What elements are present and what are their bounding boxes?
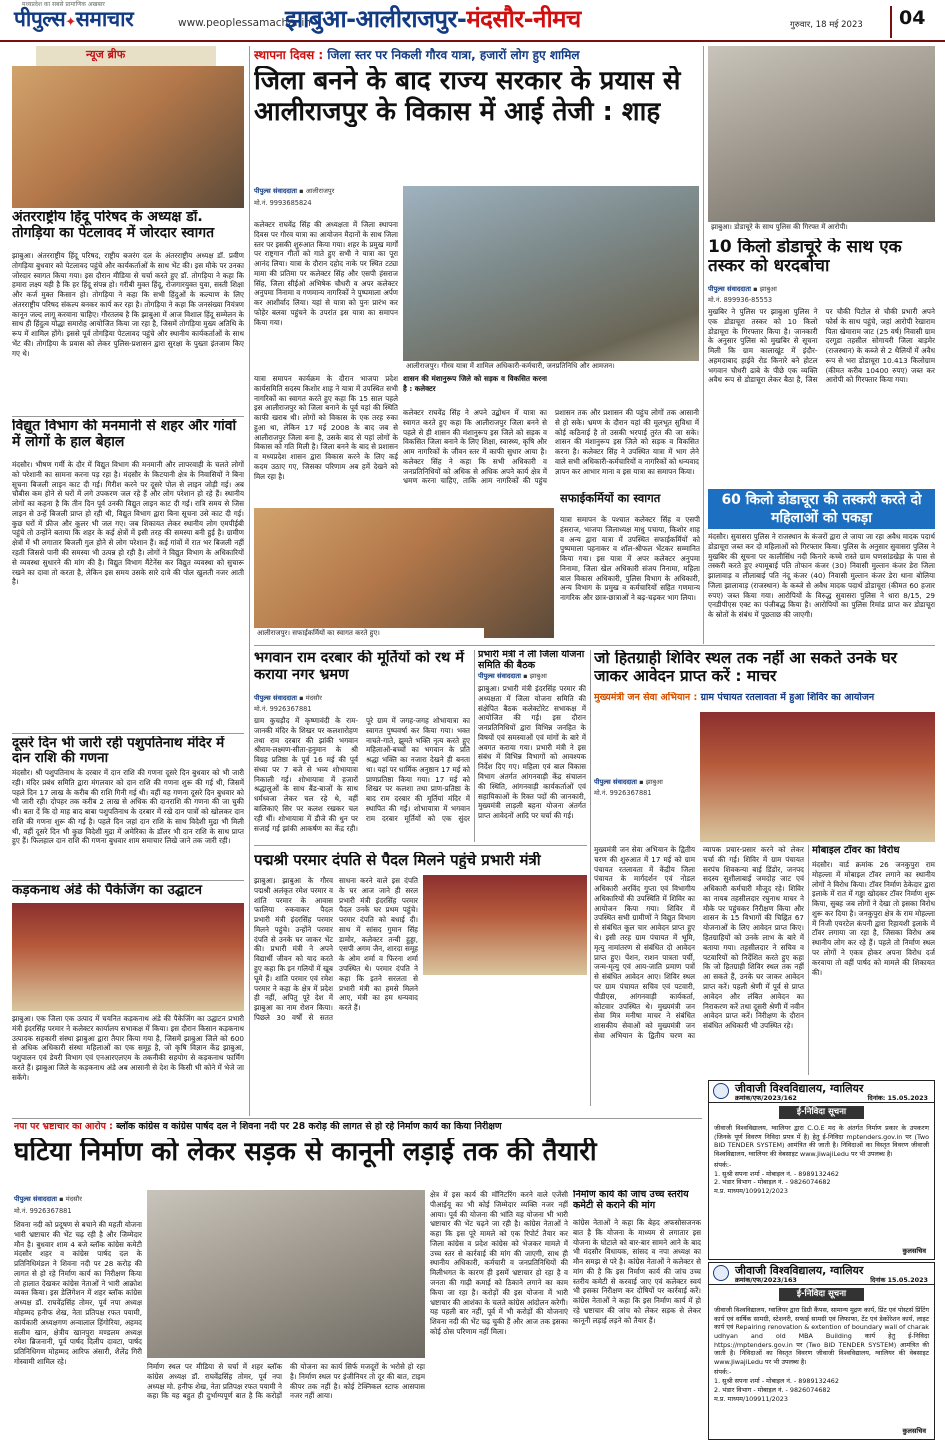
ad-ref-number: क्रमांक/एफ/2023/163: [735, 1276, 797, 1284]
brief-body-kadaknath: झाबुआ। एक जिला एक उत्पाद में चयनित कड़कनाथ अंडे की पैकेजिंग का उद्घाटन प्रभारी मंत्री इंदरसिंह परमार ने कलेक्टर कार्यालय सभाकक्ष में किया। इस दौरान किसान कड़कनाथ उत्पादक सहकारी संस्था झाबुआ द्वारा तैयार किया गया है, जिसमें झाबुआ जिले को 600 से अधिक अधिकारी संस्था महिलाओं का एक समूह है, जो कृषि विज्ञान केंद्र झाबुआ, पशुपालन एवं डेयरी विभाग एवं एनआरएलएम के तकनीकी सहयोग से कड़कनाथ फार्मिंग करते हैं। झाबुआ जिले के कड़कनाथ अंडे अब आसानी से देश के किसी भी कोने में भेजे जा सकेंगे।: [12, 1014, 244, 1082]
meeting-byline: पीपुल्स संवाददाता ▪ झाबुआ: [478, 672, 547, 680]
lead-byline: पीपुल्स संवाददाता ▪ आलीराजपुर: [254, 187, 335, 195]
safai-karmi-welcome-photo: [254, 508, 554, 638]
gaurav-yatra-photo: [403, 186, 699, 370]
ram-byline: पीपुल्स संवाददाता ▪ मंदसौर: [254, 694, 322, 702]
padmashri-photo: [423, 875, 587, 975]
brief-body-electricity: मंदसौर। भीषण गर्मी के दौर में विद्युत विभाग की मनमानी और लापरवाही के चलते लोगों को परेशानी का सामना करना पड़ रहा है। मंदसौर के किटयानी क्षेत्र के निवासियों ने बिना सूचना बिजली लाइन काट दी गई। गिरीश करने पर दूसरे पोल से लाइन जोड़ी गई। अब चौबीस कम होने से घरों में लगे उपकरण जल रहे हैं और लोग परेशान हो रहे हैं। स्थानीय लोगों का कहना है कि तीन दिन पूर्व उनकी विद्युत लाइन काट दी गई। रात्रि समय से जिस लाइन से उन्हें बिजली प्राप्त हो रही थी, विद्युत विभाग द्वारा बिना सूचना उसे काट दी गई। कुछ घरों में फ्रीज और कूलर भी जल गए। जब शिकायत लेकर स्थानीय लोग एमपीईबी पहुंचे तो उन्होंने बताया कि शहर के कई क्षेत्रों में इसी तरह की समस्या बनी हुई है। ग्रामीण क्षेत्रों में भी लगातार बिजली गुल होने से लोग परेशान हैं। कई गांवों में रात भर बिजली नहीं रहती जिससे पानी की समस्या भी उत्पन्न हो रही है। लोगों ने विद्युत विभाग के अधिकारियों से व्यवस्था सुधारने की मांग की है। विद्युत विभाग मैंटेनेंस कर विद्युत व्यवस्था को सुचारू रखने का दावा तो करता है, लेकिन इस समय उसके सारे दावे की पोल खुलती नजर आती है।: [12, 460, 244, 587]
women-smuggler-headline-box: 60 किलो डोडाचूरा की तस्करी करते दो महिलाओं को पकड़ा: [708, 489, 935, 529]
page-region-title: [285, 4, 581, 36]
column-divider: [703, 46, 704, 644]
police-arrest-photo: [708, 46, 935, 224]
lead-mobile: मो.नं. 9993685824: [254, 199, 312, 207]
ad-university-name: जीवाजी विश्वविद्यालय, ग्वालियर: [735, 1264, 864, 1277]
safai-headline: सफाईकर्मियों का स्वागत: [560, 492, 661, 505]
road-strip: [14, 1121, 700, 1133]
lead-body-1: कलेक्टर राघवेंद्र सिंह की अध्यक्षता में जिला स्थापना दिवस पर गौरव यात्रा का आयोजन मैदानों के साथ जिला स्तर पर इसकी शुरुआत किया गया। शहर के प्रमुख मार्गों पर राष्ट्रगान गीतों को गाते हुए सभी ने यात्रा का पूरा आनंद लिया। यात्रा के दौरान दहोद नाके पर स्थित टट्या मामा की प्रतिमा पर कलेक्टर सिंह और एसपी हंसराज सिंह, जिला सीईओ अभिषेक चौधरी व अपर कलेक्टर अनुपमा निनामा व गणमान्य नागरिकों ने पुष्पमाला अर्पण कर आशीर्वाद लिया। यहां से यात्रा को पुनः प्रारंभ कर फोहेर बलवा पहुंचने के उपरांत इस यात्रा का समापन किया गया।: [254, 220, 398, 327]
divider: [254, 645, 935, 646]
ram-mobile: मो.नं. 9926367881: [254, 705, 312, 713]
road-headline: घटिया निर्माण को लेकर सड़क से कानूनी लड़ाई तक की तैयारी: [14, 1138, 597, 1167]
ad-university-name: जीवाजी विश्वविद्यालय, ग्वालियर: [735, 1082, 864, 1095]
lead-headline: जिला बनने के बाद राज्य सरकार के प्रयास से आलीराजपुर के विकास में आई तेजी : शाह: [254, 66, 681, 127]
safai-body: यात्रा समापन के पश्चात कलेक्टर सिंह व एसपी हंसराज, भाजपा जिलाध्यक्ष माधु पचाया, किशोर शाह व अन्य द्वारा यात्रा में उपस्थित सफाईकर्मियों को पुष्पमाला पहनाकर व शॉल-श्रीफल भेंटकर सम्मानित किया गया। इस यात्रा में अपर कलेक्टर अनुपमा निनामा, जिला खेल अधिकारी संजय निनामा, महिला बाल विकास अधिकारी, पुलिस विभाग के अधिकारी, अन्य विभाग के प्रमुख व कर्मचारियों सहित गणमान्य नागरिक और छात्र-छात्राओं ने बढ़-चढ़कर भाग लिया।: [560, 515, 700, 603]
padmashri-headline: पद्मश्री परमार दंपति से पैदल मिलने पहुंचे प्रभारी मंत्री: [254, 852, 541, 869]
divider: [12, 880, 244, 881]
road-strip-label: नपा पर भ्रष्टाचार का आरोप :: [14, 1121, 113, 1132]
ad-date: दिनांक 15.05.2023: [870, 1276, 928, 1284]
column-divider: [474, 650, 475, 842]
road-inspection-photo: [147, 1190, 425, 1358]
byline-place: झाबुआ: [645, 778, 663, 786]
university-seal-icon: [713, 1083, 729, 1099]
newspaper-logo[interactable]: [14, 6, 133, 34]
ad-body: जीवाजी विश्वविद्यालय, ग्वालियर द्वारा डिग्री कैंपस, सामान्य मुद्रण कार्य, प्रिंट एवं पोस्टर्स प्रिंटिंग कार्य एवं वार्षिक सामग्री, स्टेशनरी, सफाई सामग्री एवं लिफाफा, टेंट एवं डेकोरेशन कार्य, लाइट कार्य एवं Repairing renovation & extention of boundary wall of charak udhyan and old MBA Building कार्य हेतु ई-निविदा https://mptenders.gov.in पर (Two BID TENDER SYSTEM) आमंत्रित की जाती है। निविदाओं का विस्तृत विवरण जीवाजी विश्वविद्यालय, ग्वालियर की वेबसाइट www.JiwajiLedu पर भी उपलब्ध है।: [714, 1306, 929, 1366]
planning-meeting-body: झाबुआ। प्रभारी मंत्री इंदरसिंह परमार की अध्यक्षता में जिला योजना समिति की संक्षेपित बैठक कलेक्टोरेट सभाकक्ष में आयोजित की गई। इस दौरान जनप्रतिनिधियों द्वारा विभिन्न जनहित के विषयों एवं समस्याओं एवं मांगों के बारे में अवगत कराया गया। प्रभारी मंत्री ने इस संबंध में विभिन्न विभागों को आवश्यक निर्देश दिए गए। महिला एवं बाल विकास विभाग अंतर्गत आंगनवाड़ी केंद्र संचालन की स्थिति, आंगनवाड़ी कार्यकर्ताओं एवं सहायिकाओं के रिक्त पदों की जानकारी, मुख्यमंत्री लाड़ली बहना योजना अंतर्गत प्राप्त आवेदनों आदि पर चर्चा की गई।: [478, 684, 586, 821]
page-number: 04: [890, 6, 945, 38]
masthead: [0, 0, 945, 42]
ad-signatory: कुलसचिव: [902, 1247, 926, 1256]
shivir-kicker: [594, 692, 935, 705]
byline-source: पीपुल्स संवाददाता: [14, 1195, 58, 1203]
doda-mobile: मो.नं. 899936-85553: [708, 296, 773, 304]
ad-ref-bottom: म.प्र. माध्यम/109911/2023: [714, 1395, 788, 1404]
divider: [12, 733, 244, 734]
women-smuggler-body: मंदसौर। सुवासरा पुलिस ने राजस्थान के कंजरों द्वारा ले जाया जा रहा अवैध मादक पदार्थ डोडाचूरा जब्त कर दो महिलाओं को गिरफ्तार किया। पुलिस के अनुसार सुवासरा पुलिस ने मुखबिर की सूचना पर कालीसिंध नदी किनारे कच्चे रास्ते ग्राम घणसांडखेड़ा के पास से तस्करी करते हुए श्यामूबाई पति तोफान कंजर (30) निवासी मुल्तान कंजर डेरा जिला झालावाड़ व लीलाबाई पति नंदू कंजर (40) निवासी मुल्तान कंजर डेरा थाना बोलिया जिला झालावाड़ (राजस्थान) के कब्जे से अवैध मादक पदार्थ डोडाचूरा (कीमत 60 हजार रुपए) जब्त किया गया। आरोपियों के विरुद्ध सुवासरा पुलिस ने धारा 8/15, 29 एनडीपीएस एक्ट का पंजीबद्ध किया है। आरोपियों का पुलिस रिमांड प्राप्त कर डोडाचूरा के स्रोतों के संबंध में पूछताछ की जाएगी।: [708, 532, 935, 620]
region-title-blue: झाबुआ-आलीराजपुर-: [285, 5, 467, 33]
brief-headline-kadaknath: कड़कनाथ अंडे की पैकेजिंग का उद्घाटन: [12, 883, 203, 898]
byline-place: मंदसौर: [65, 1195, 82, 1203]
region-title-red: मंदसौर-नीमच: [466, 5, 581, 33]
ram-darbar-body: ग्राम कुचड़ौद में कृष्णावंदी के राम-जानकी मंदिर के शिखर पर कलशारोहण तथा राम दरबार की झांकी भगवान श्रीराम-लक्ष्मण-सीता-हनुमान के श्री विग्रह प्रतिष्ठा के पूर्व 16 मई की पूर्व संध्या पर 7 बजे से भव्य शोभायात्रा निकाली गई। शोभायात्रा में हजारों श्रद्धालुओं के साथ बैंड-बाजों के साथ धर्मध्वजा लेकर चल रहे थे, वहीं बालिकाएं सिर पर कलश रखकर चल रही थीं। शोभायात्रा में डीजे की धुन पर सजाई गई झांकी आकर्षण का केंद्र रही। पूरे ग्राम में जगह-जगह शोभायात्रा का स्वागत पुष्पवर्षा कर किया गया। भक्त नाचते-गाते, झूमते भक्ति नृत्य करते हुए महिलाओं-बच्चों का भगवान के प्रति श्रद्धा भक्ति का नजारा देखने ही बनता था। यहां पर धार्मिक अनुष्ठान 17 मई को प्राणप्रतिष्ठा किया गया। 17 मई को शिखर पर कलशा तथा प्राण-प्रतिष्ठा के बाद राम दरबार की मूर्तियां मंदिर में स्थापित की गईं। शोभायात्रा में भगवान राम दरबार मूर्तियों को एक सुंदर: [254, 716, 470, 833]
ad-contact-head: संपर्क:-: [714, 1160, 732, 1169]
road-body-2: क्षेत्र में इस कार्य की मॉनिटरिंग करने वाले एजेंसी पीआईयू का भी कोई जिम्मेदार व्यक्ति नजर नहीं आया। पूर्व की योजना की भांति यह योजना भी भारी भ्रष्टाचार की भेंट चढ़ने जा रही है। कांग्रेस नेताओं ने कहा कि इस पूरे मामले को एक रिपोर्ट तैयार कर जिला कांग्रेस व प्रदेश कांग्रेस को भेजकर मामले में उच्च स्तर से कार्रवाई की मांग की जाएगी, साथ ही स्थानीय अधिकारी, कर्मचारी व जनप्रतिनिधियों की मिलीभगत के कारण ही इसमें भ्रष्टाचार हो रहा है व जनता की गाढ़ी कमाई को ठिकाने लगाने का काम किया जा रहा है। करोड़ों की इस योजना में भारी भ्रष्टाचार की आशंका के चलते कांग्रेस आंदोलन करेगी। यह पहली बार नहीं, पूर्व में भी करोड़ों की योजनाएं शिवना नदी की भेंट चढ़ चुकी हैं और आज तक इसका कोई ठोस परिणाम नहीं मिला।: [430, 1190, 568, 1336]
planning-meeting-headline: प्रभारी मंत्री ने ली जिला योजना समिति की बैठक: [478, 650, 585, 671]
lead-body-3: कलेक्टर राघवेंद्र सिंह ने अपने उद्बोधन में यात्रा का स्वागत करते हुए कहा कि आलीराजपुर जिला बनने से पहले से ही शासन की मंशानुरूप इस जिले को सड़क व विकसित जिला बनाने के लिए शिक्षा, स्वास्थ्य, कृषि और आम नागरिकों के जीवन स्तर में काफी सुधार आया है। कलेक्टर सिंह ने कहा कि सभी अधिकारी व जनप्रतिनिधियों को अधिक से अधिक अपने कार्य क्षेत्र में भ्रमण करना चाहिए, ताकि आम नागरिकों की पहुंच प्रशासन तक और प्रशासन की पहुंच लोगों तक आसानी से हो सके। भ्रमण के दौरान यहां की मूलभूत सुविधा में कोई कठिनाई है तो उसकी भरपाई तुरंत की जा सके। शासन की मंशानुरूप इस जिले को सड़क व विकसित करना है। कलेक्टर सिंह ने उपस्थित यात्रा में भाग लेने वाले सभी अधिकारी-कर्मचारियों व नागरिकों को धन्यवाद ज्ञापन कर आभार माना व इस यात्रा का समापन किया।: [403, 408, 699, 486]
byline-source: पीपुल्स संवाददाता: [708, 285, 752, 293]
lead-strip-text: जिला स्तर पर निकली गौरव यात्रा, हजारों लोग हुए शामिल: [327, 48, 580, 62]
tender-notice-ad-2[interactable]: [708, 1262, 935, 1440]
university-seal-icon: [713, 1265, 729, 1281]
doda-arrest-headline: 10 किलो डोडाचूरे के साथ एक तस्कर को धरदबोचा: [708, 238, 902, 277]
road-mobile: मो.नं. 9926367881: [14, 1207, 72, 1215]
issue-date: गुरुवार, 18 मई 2023: [790, 20, 863, 30]
ad-signatory: कुलसचिव: [902, 1427, 926, 1436]
logo-text-2: समाचार: [75, 7, 134, 31]
brief-body-togadia: झाबुआ। अंतरराष्ट्रीय हिंदू परिषद, राष्ट्रीय बजरंग दल के अंतरराष्ट्रीय अध्यक्ष डॉ. प्रवीण तोगड़िया बुधवार को पेटलावद पहुंचे और कार्यकर्ताओं के साथ भेंट की। इस मौके पर उनका जोरदार स्वागत किया गया। इस दौरान मीडिया से चर्चा करते हुए डॉ. तोगड़िया ने कहा कि हमारा लक्ष्य यही है कि हर हिंदू संपन्न हो। गरीबी मुक्त हिंदू, रोजगारयुक्त युवा, सस्ती शिक्षा और कर्ज मुक्त किसान हो। तोगड़िया ने कहा कि सभी हिंदुओं के कल्याण के लिए अंतरराष्ट्रीय परिषद संकल्प बनकर कार्य कर रहा है। तोगड़िया ने कहा कि जनसंख्या नियंत्रण कानून जल्द लागू करवाना चाहिए। गौरतलब है कि झाबुआ में आज विशाल हिंदू सम्मेलन के साथ ही हिंदुत्व योद्धा समारोह आयोजित किया जा रहा है, जिसमें तोगड़िया मुख्य अतिथि के रूप में शामिल होंगे। इससे पूर्व तोगड़िया पेटलावद पहुंचे और स्थानीय कार्यकर्ताओं के साथ भेंट की। तोगड़िया के प्रवास को लेकर पुलिस-प्रशासन द्वारा सुरक्षा के पुख्ता इंतजाम किए गए थे।: [12, 251, 244, 358]
divider: [12, 416, 244, 417]
ad-title: ई-निविदा सूचना: [779, 1106, 864, 1119]
star-icon: ✦: [65, 15, 76, 30]
ad-contact-2: 2. भंडार विभाग - मोबाइल नं. - 9826074682: [714, 1178, 831, 1187]
togadia-welcome-photo: [12, 66, 244, 208]
ad-header: [709, 1081, 934, 1103]
shivir-kicker-label: मुख्यमंत्री जन सेवा अभियान :: [594, 692, 698, 703]
road-body-1: शिवना नदी को प्रदूषण से बचाने की महती योजना भारी भ्रष्टाचार की भेंट चढ़ रही है और जिम्मेदार मौन है। बुधवार शाम 4 बजे ब्लॉक कांग्रेस कमेटी मंदसौर शहर व कांग्रेस पार्षद दल के प्रतिनिधिमंडल ने शिवना नदी पर 28 करोड़ की लागत से हो रहे निर्माण कार्य का निरीक्षण किया तो हालात देखकर कांग्रेस नेताओं ने भारी आक्रोश व्यक्त किया। इस डेलिगेशन में शहर ब्लॉक कांग्रेस अध्यक्ष डॉ. राघवेंद्रसिंह तोमर, पूर्व नपा अध्यक्ष मोहम्मद हनीफ शेख, नेता प्रतिपक्ष रफत पयामी, कार्यकारी अध्यक्षगण अन्वालाल हिंगोरिया, अहमद सलीम खान, क्षेत्रीय खानपुरा मण्डलम अध्यक्ष रमेश ब्रिजनानी, पूर्व पार्षद दिलीप दावटा, पार्षद प्रतिनिधिगण मोहम्मद आरिफ अंसारी, शैलेंद्र गिरी गोस्वामी शामिल रहे।: [14, 1220, 142, 1366]
ad-contact-1: 1. सुश्री सपना शर्मा - मोबाइल नं. - 8989132462: [714, 1377, 839, 1386]
road-strip-text: ब्लॉक कांग्रेस व कांग्रेस पार्षद दल ने शिवना नदी पर 28 करोड़ की लागत से हो रहे निर्माण कार्य का किया निरीक्षण: [116, 1121, 502, 1132]
byline-place: झाबुआ: [529, 672, 547, 680]
byline-source: पीपुल्स संवाददाता: [478, 672, 522, 680]
ad-ref-number: क्रमांक/एफ/2023/162: [735, 1094, 797, 1102]
tower-protest-headline: मोबाइल टॉवर का विरोध: [812, 845, 900, 856]
ad-title: ई-निविदा सूचना: [779, 1288, 864, 1301]
shivir-headline: जो हितग्राही शिविर स्थल तक नहीं आ सकते उनके घर जाकर आवेदन प्राप्त करें : माचर: [594, 650, 897, 685]
brief-body-pashupatinath: मंदसौर। श्री पशुपतिनाथ के दरबार में दान राशि की गणना दूसरे दिन बुधवार को भी जारी रही। मंदिर प्रबंध समिति द्वारा मंगलवार को दान राशि की गणना शुरू की गई थी, जिसमें पहले दिन 17 लाख के करीब की राशि गिनी गई थी। वहीं यह गणना दूसरे दिन बुधवार को भी जारी रही। दोपहर तक करीब 2 लाख से अधिक की दानराशि की गणना की जा चुकी थी। बता दें कि दो माह बाद बाबा पशुपतिनाथ के दरबार में रखे दान पात्रों को खोलकर दान राशि की गणना शुरू की गई है। पहले दिन जहां दान राशि के साथ विदेशी मुद्रा भी मिली थी, वहीं दूसरे दिन भी कुछ विदेशी मुद्रा में अमेरिका के डॉलर भी दान राशि के साथ प्राप्त हुए हैं। फिलहाल दान राशि की गणना बुधवार शाम समाचार लिखे जाने तक जारी रही।: [12, 768, 244, 846]
tower-protest-body: मंदसौर। वार्ड क्रमांक 26 जनकुपुरा राम मोहल्ला में मोबाइल टॉवर लगाने का स्थानीय लोगों ने विरोध किया। टॉवर निर्माण ठेकेदार द्वारा इलाके में रात में गड्ढा खोदकर टॉवर निर्माण शुरू किया, सुबह जब लोगों ने देखा तो इसका विरोध शुरू कर दिया है। जनकुपुरा क्षेत्र के राम मोहल्ला में निजी एयरटेल कंपनी द्वारा रिहायशी इलाके में टॉवर लगाया जा रहा है, जिसका विरोध अब स्थानीय लोग कर रहे हैं। पहले तो निर्माण स्थल पर लोगों ने एकत्र होकर अपना विरोध दर्ज करवाया तो वहीं पार्षद को मामले की शिकायत की।: [812, 860, 935, 977]
safai-karmi-caption: आलीराजपुर। सफाईकर्मियों का स्वागत करते हुए।: [254, 628, 484, 639]
road-subbody: कांग्रेस नेताओं ने कहा कि बेहद अफसोसजनक बात है कि योजना के माध्यम से लगातार इस योजना के घोटाले को बार-बार सामने आने के बाद भी मंदसौर विधायक, सांसद व नपा अध्यक्ष का मौन समझ से परे है। कांग्रेस नेताओं ने कलेक्टर से मांग की है कि इस निर्माण कार्य की जांच उच्च स्तरीय कमेटी से करवाई जाए एवं कलेक्टर स्वयं भी इसका निरीक्षण कर दोषियों पर कार्रवाई करें। कांग्रेस नेताओं ने कहा कि इस निर्माण कार्य में हो रहे भ्रष्टाचार की जांच को लेकर सड़क से लेकर कानूनी लड़ाई लड़ने को तैयार हैं।: [573, 1218, 701, 1325]
masthead-tagline: मध्यप्रदेश का सबसे प्रामाणिक अखबार: [22, 1, 105, 8]
lead-body-2: यात्रा समापन कार्यक्रम के दौरान भाजपा प्रदेश कार्यसमिति सदस्य किशोर शाह ने यात्रा में उपस्थित सभी नागरिकों का स्वागत करते हुए कहा कि 15 साल पहले इस आलीराजपुर को जिला बनाने के पूर्व यहां की स्थिति काफी खराब थी। लोगों को विकास के एक तरह रुका हुआ था, लेकिन 17 मई 2008 के बाद जब से आलीराजपुर जिला बना है, उसके बाद से यहां लोगों के विकास को गति मिली है। जिला बनने के बाद से प्रशासन व मध्यप्रदेश शासन द्वारा विकास करने के लिए कई कदम उठाए गए, जिसका परिणाम अब हमें देखने को मिल रहा है।: [254, 374, 398, 481]
lead-strip: [254, 48, 694, 64]
padmashri-body: झाबुआ। झाबुआ के गौरव पद्मश्री अलंकृत रमेश परमार व शांति परमार के आवास फालिया रुकवाकर पैदल प्रभारी मंत्री इंदरसिंह परमार मिलने पहुंचे। उन्होंने परमार दंपति से उनके घर जाकर भेंट की। प्रभारी मंत्री ने अपने विद्यार्थी जीवन को याद करते हुए कहा कि इन गलियों में खूब घूमे हैं। शांति परमार एवं रमेश परमार ने कहा के क्षेत्र में प्रदेश ही नहीं, अपितु पूरे देश में झाबुआ का नाम रोशन किया। पिछले 30 वर्षों से सतत साधना करने वाले इस दंपति के घर आज जाने ही सरल प्रभारी मंत्री इंदरसिंह परमार पैदल उनके घर प्रथम पहुंचे। परमार दंपति को बधाई दी। साथ में सांसद गुमान सिंह डामोर, कलेक्टर तन्वी हुड्डा, एसपी अगम जैन, शारदा समूह के ओम शर्मा व फिरना शर्मा उपस्थित थे। परमार दंपति ने कहा कि इतने सरलता से प्रभारी मंत्री का हमसे मिलने आए, मंत्री का हम धन्यवाद करते हैं।: [254, 876, 418, 1022]
ad-contact-1: 1. सुश्री सपना शर्मा - मोबाइल नं. - 8989132462: [714, 1169, 839, 1178]
road-caption: निर्माण स्थल पर मीडिया से चर्चा में शहर ब्लॉक कांग्रेस अध्यक्ष डॉ. राघवेंद्रसिंह तोमर, पूर्व नपा अध्यक्ष मो. हनीफ शेख, नेता प्रतिपक्ष रफत पयामी ने कहा कि यह बहुत ही दुर्भाग्यपूर्ण बात है कि करोड़ों की योजना का कार्य सिर्फ मजदूरों के भरोसे हो रहा है। निर्माण स्थल पर इंजीनियर तो दूर की बात, टाइम कीपर तक नहीं है। कोई टेक्निकल स्टाफ आसपास नजर नहीं आया।: [147, 1362, 425, 1401]
shivir-body-intro: [594, 802, 694, 842]
shivir-byline: पीपुल्स संवाददाता ▪ झाबुआ: [594, 778, 663, 786]
ad-contact-2: 2. भंडार विभाग - मोबाइल नं. - 9826074682: [714, 1386, 831, 1395]
brief-headline-pashupatinath: दूसरे दिन भी जारी रही पशुपतिनाथ मंदिर में दान राशि की गणना: [12, 736, 225, 767]
shivir-kicker-text: ग्राम पंचायत रतलावता में हुआ शिविर का आयोजन: [700, 692, 875, 703]
brief-headline-togadia: अंतरराष्ट्रीय हिंदू परिषद के अध्यक्ष डॉ. तोगड़िया का पेटलावद में जोरदार स्वागत: [12, 210, 215, 241]
doda-body: मुखबिर ने पुलिस पर झाबुआ पुलिस ने एक डोडाचूरा तस्कर को 10 किलो डोडाचूरा के गिरफ्तार किया है। जानकारी के अनुसार पुलिस को मुखबिर से सूचना मिली कि ग्राम कालाखूंट में इंदौर-अहमदाबाद हाईवे रोड किनारे बने होटल भगवान चौधरी ढाबे के पीछे एक व्यक्ति अवैध रूप से डोडाचूरा लेकर बैठा है, जिस पर चौकी पिटोल से चौकी प्रभारी अपने फोर्स के साथ पहुंचे, जहां आरोपी रेखाराम पिता खेमाराम जाट (25 वर्ष) निवासी ग्राम दरगूडा तहसील सोगायरी जिला बाड़मेर (राजस्थान) के कब्जे से 2 थैलियों में अवैध रूप से भरा डोडाचूरा 10.413 किलोग्राम (कीमत करीब 10400 रुपए) जब्त कर आरोपी को गिरफ्तार किया गया।: [708, 307, 935, 385]
road-byline: पीपुल्स संवाददाता ▪ मंदसौर: [14, 1195, 82, 1203]
lead-strip-label: स्थापना दिवस :: [254, 48, 324, 62]
byline-source: पीपुल्स संवाददाता: [254, 694, 298, 702]
ram-darbar-headline: भगवान राम दरबार की मूर्तियों को रथ में कराया नगर भ्रमण: [254, 650, 465, 683]
column-divider: [590, 650, 591, 1106]
shivir-photo: [700, 712, 935, 842]
road-subhead: निर्माण कार्य की जांच उच्च स्तरीय कमेटी से कराने की मांग: [573, 1190, 689, 1211]
ad-date: दिनांक: 15.05.2023: [867, 1094, 928, 1102]
byline-source: पीपुल्स संवाददाता: [254, 187, 298, 195]
byline-place: मंदसौर: [305, 694, 322, 702]
ad-contact: [709, 1161, 934, 1197]
brief-headline-electricity: विद्युत विभाग की मनमानी से शहर और गांवों में लोगों के हाल बेहाल: [12, 419, 237, 450]
gaurav-yatra-caption: आलीराजपुर। गौरव यात्रा में शामिल अधिकारी-कर्मचारी, जनप्रतिनिधि और आमजन।: [403, 361, 699, 372]
logo-text-1: पीपुल्स: [14, 7, 66, 31]
shivir-body: मुख्यमंत्री जन सेवा अभियान के द्वितीय चरण की शुरुआत में 17 मई को ग्राम पंचायत रतलावता में केंद्रीय जिला पंचायत के मार्गदर्शन एवं नोडल अधिकारी अरविंद गुप्ता एवं विभागीय अधिकारियों की उपस्थिति में शिविर का आयोजन किया गया। शिविर में उपस्थित सभी ग्रामीणों ने विद्युत विभाग से संबंधित कूल चार आवेदन प्राप्त हुए थे। इसी तरह ग्राम पंचायत में भूमि, मृत्यु नामांतरण से संबंधित दो आवेदन प्राप्त हुए। पेंशन, राशन पात्रता पर्ची, जन्म-मृत्यु एवं आय-जाति प्रमाण पत्रों से संबंधित आवेदन आए। शिविर स्थल पर ग्राम पंचायत सचिव एवं पटवारी, पीडीएस, आंगनवाड़ी कार्यकर्ता, कोटवार उपस्थित थे। मुख्यमंत्री जन सेवा मित्र मनीषा माचर ने संबंधित शासकीय सेवाओं को मुख्यमंत्री जन सेवा अभियान के द्वितीय चरण का व्यापक प्रचार-प्रसार करने को लेकर चर्चा की गई। शिविर में ग्राम पंचायत सरपंच शिवकन्या बाई डिंडोर, जनपद सदस्य सुशीलाबाई जमदोह जाट एवं अधिकारी कर्मचारी मौजूद रहे। शिविर का नायब तहसीलदार रघुनाथ माचर ने मौके पर पहुंचकर निरीक्षण किया और शासन के 15 विभागों की चिह्नित 67 योजनाओं के लिए आवेदन प्राप्त किए। हितग्राहियों को उनके लाभ के बारे में बताया गया। तहसीलदार ने सचिव व पटवारियों को निर्देशित करते हुए कहा कि जो हितग्राही शिविर स्थल तक नहीं आ सकते हैं, उनके घर जाकर आवेदन प्राप्त करें। पहली श्रेणी में पूर्व से प्राप्त आवेदन और लंबित आवेदन का निराकरण करें तथा दूसरी श्रेणी में नवीन आवेदन प्राप्त करें। निरीक्षण के दौरान संबंधित अधिकारी भी उपस्थित रहे।: [594, 845, 804, 1040]
divider: [254, 845, 587, 846]
shivir-mobile: मो.नं. 9926367881: [594, 789, 652, 797]
ad-header: [709, 1263, 934, 1285]
news-brief-tag: न्यूज ब्रीफ: [36, 46, 216, 66]
byline-place: झाबुआ: [759, 285, 777, 293]
police-arrest-caption: झाबुआ। डोडाचूरे के साथ पुलिस की गिरफ्त में आरोपी।: [708, 222, 935, 233]
ad-ref-bottom: म.प्र. माध्यम/109912/2023: [714, 1187, 788, 1196]
byline-place: आलीराजपुर: [305, 187, 335, 195]
doda-byline: पीपुल्स संवाददाता ▪ झाबुआ: [708, 285, 777, 293]
divider: [12, 1118, 702, 1119]
ad-contact-head: संपर्क:-: [714, 1368, 732, 1377]
column-divider: [808, 845, 809, 1075]
lead-subhead-collector: शासन की मंशानुरूप जिले को सड़क व विकसित करना है : कलेक्टर: [403, 374, 547, 393]
kadaknath-launch-photo: [12, 903, 244, 1011]
ad-contact: [709, 1368, 934, 1404]
byline-source: पीपुल्स संवाददाता: [594, 778, 638, 786]
column-divider: [249, 46, 250, 1116]
ad-body: जीवाजी विश्वविद्यालय, ग्वालियर द्वारा C.O.E मद के अंतर्गत निर्माण प्रकार के उपकरण (जिनके पूर्ण विवरण निविदा प्रपत्र में है) हेतु ई-निविदा mptenders.gov.in पर (Two BID TENDER SYSTEM) आमंत्रित की जाती है। निविदाओं का विस्तृत विवरण जीवाजी विश्वविद्यालय, ग्वालियर की वेबसाइट www.JiwajiLedu पर भी उपलब्ध है।: [714, 1124, 929, 1158]
website-url[interactable]: www.peoplessamachar.in: [178, 17, 311, 29]
tender-notice-ad-1[interactable]: [708, 1080, 935, 1260]
